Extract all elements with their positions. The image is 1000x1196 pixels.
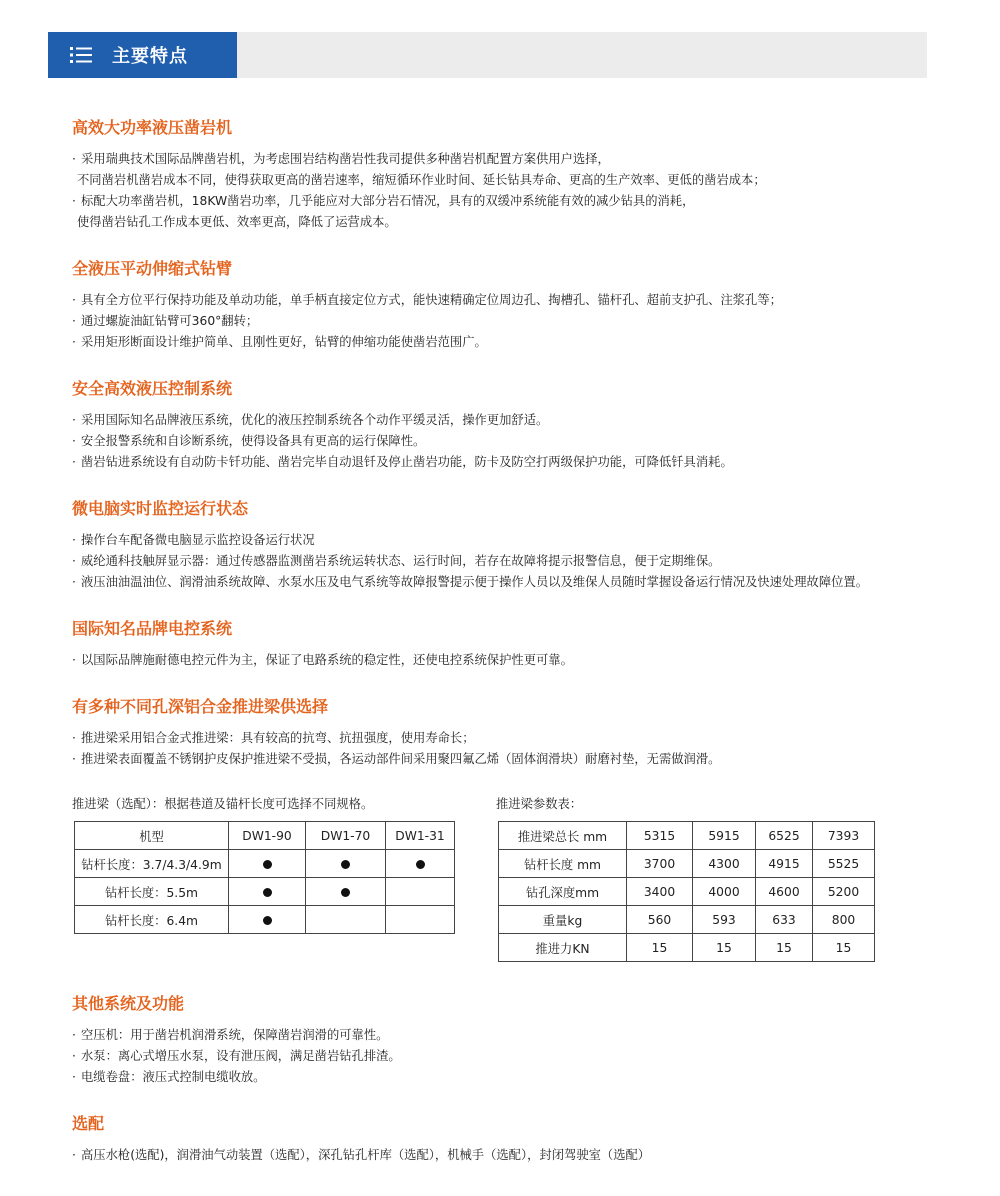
table-header-row	[75, 822, 455, 850]
bullet-marker: ·	[72, 314, 76, 328]
bullet-marker: ·	[72, 194, 76, 208]
row-label-cell: 钻杆长度：3.7/4.3/4.9m	[75, 850, 229, 878]
page-title: 主要特点	[112, 46, 188, 67]
bullet-marker: ·	[72, 293, 76, 307]
bullet-item	[72, 650, 972, 671]
row-label-cell: 钻孔深度mm	[499, 878, 627, 906]
section-title: 其他系统及功能	[72, 994, 185, 1013]
value-cell: 4915	[756, 850, 813, 878]
table-row	[499, 906, 875, 934]
value-cell: 3400	[627, 878, 693, 906]
bullet-text: 使得凿岩钻孔工作成本更低、效率更高，降低了运营成本。	[77, 215, 397, 229]
section-title: 全液压平动伸缩式钻臂	[72, 259, 233, 278]
bullet-item	[72, 530, 972, 551]
bullet-text: 电缆卷盘：液压式控制电缆收放。	[81, 1070, 266, 1084]
availability-cell	[229, 850, 306, 878]
bullet-text: 空压机：用于凿岩机润滑系统，保障凿岩润滑的可靠性。	[81, 1028, 389, 1042]
bullet-item	[72, 728, 972, 749]
value-cell: 6525	[756, 822, 813, 850]
bullet-marker: ·	[72, 455, 76, 469]
bullet-marker: ·	[72, 413, 76, 427]
bullet-text: 液压油油温油位、润滑油系统故障、水泵水压及电气系统等故障报警提示便于操作人员以及维保人员随时掌握设备运行情况及快速处理故障位置。	[81, 575, 869, 589]
bullet-continuation	[72, 170, 972, 191]
availability-cell	[306, 878, 386, 906]
availability-cell	[386, 906, 455, 934]
value-cell: 15	[813, 934, 875, 962]
table-row	[499, 934, 875, 962]
bullet-text: 以国际品牌施耐德电控元件为主，保证了电路系统的稳定性，还使电控系统保护性更可靠。	[81, 653, 573, 667]
value-cell: 560	[627, 906, 693, 934]
bullet-marker: ·	[72, 335, 76, 349]
row-label-cell: 推进力KN	[499, 934, 627, 962]
bullet-continuation	[72, 212, 972, 233]
section-title: 微电脑实时监控运行状态	[72, 499, 249, 518]
table-header-cell: 机型	[75, 822, 229, 850]
bullet-marker: ·	[72, 434, 76, 448]
bullet-text: 采用国际知名品牌液压系统，优化的液压控制系统各个动作平缓灵活，操作更加舒适。	[81, 413, 549, 427]
availability-cell	[306, 850, 386, 878]
feature-section	[72, 498, 972, 593]
bullet-marker: ·	[72, 1070, 76, 1084]
feature-section	[72, 993, 972, 1088]
bullet-item	[72, 1145, 972, 1166]
beam-table-caption: 推进梁（选配）：根据巷道及锚杆长度可选择不同规格。	[72, 797, 374, 811]
bullet-item	[72, 1046, 972, 1067]
value-cell: 4600	[756, 878, 813, 906]
bullet-text: 采用矩形断面设计维护简单、且刚性更好，钻臂的伸缩功能使凿岩范围广。	[81, 335, 487, 349]
bullet-item	[72, 749, 972, 770]
value-cell: 5200	[813, 878, 875, 906]
bullet-item	[72, 452, 972, 473]
feature-sections	[72, 117, 972, 770]
table-row	[75, 850, 455, 878]
filled-dot-icon	[416, 860, 425, 869]
section-title: 安全高效液压控制系统	[72, 379, 233, 398]
bullet-marker: ·	[72, 1148, 76, 1162]
bullet-marker: ·	[72, 1028, 76, 1042]
section-title: 国际知名品牌电控系统	[72, 619, 233, 638]
section-header-tab	[48, 32, 237, 78]
value-cell: 5315	[627, 822, 693, 850]
bullet-text: 水泵：离心式增压水泵，设有泄压阀，满足凿岩钻孔排渣。	[81, 1049, 401, 1063]
availability-cell	[306, 906, 386, 934]
bullet-marker: ·	[72, 575, 76, 589]
param-spec-table	[498, 821, 875, 962]
row-label-cell: 钻杆长度 mm	[499, 850, 627, 878]
feature-sections-after	[72, 993, 972, 1166]
filled-dot-icon	[341, 888, 350, 897]
bullet-text: 推进梁表面覆盖不锈钢护皮保护推进梁不受损，各运动部件间采用聚四氟乙烯（固体润滑块）耐磨衬垫，无需做润滑。	[81, 752, 721, 766]
table-row	[75, 906, 455, 934]
section-title: 高效大功率液压凿岩机	[72, 118, 233, 137]
table-header-cell: DW1-70	[306, 822, 386, 850]
row-label-cell: 钻杆长度：6.4m	[75, 906, 229, 934]
table-header-cell: DW1-31	[386, 822, 455, 850]
bullet-text: 高压水枪(选配)，润滑油气动装置（选配），深孔钻孔杆库（选配），机械手（选配），封闭驾驶室（选配）	[81, 1148, 651, 1162]
table-row	[499, 850, 875, 878]
availability-cell	[229, 878, 306, 906]
bullet-text: 威纶通科技触屏显示器：通过传感器监测凿岩系统运转状态、运行时间，若存在故障将提示报警信息，便于定期维保。	[81, 554, 721, 568]
feature-section	[72, 258, 972, 353]
bullet-text: 具有全方位平行保持功能及单动功能，单手柄直接定位方式，能快速精确定位周边孔、掏槽孔、锚杆孔、超前支护孔、注浆孔等；	[81, 293, 782, 307]
value-cell: 633	[756, 906, 813, 934]
bullet-text: 操作台车配备微电脑显示监控设备运行状况	[81, 533, 315, 547]
value-cell: 7393	[813, 822, 875, 850]
value-cell: 800	[813, 906, 875, 934]
bullet-marker: ·	[72, 752, 76, 766]
tables-area	[72, 795, 972, 981]
value-cell: 5525	[813, 850, 875, 878]
section-title: 选配	[72, 1114, 105, 1133]
bullet-marker: ·	[72, 533, 76, 547]
bullet-item	[72, 191, 972, 212]
filled-dot-icon	[263, 888, 272, 897]
bullet-marker: ·	[72, 731, 76, 745]
value-cell: 15	[693, 934, 756, 962]
main-content	[72, 117, 972, 1191]
bullet-marker: ·	[72, 554, 76, 568]
param-table-caption: 推进梁参数表：	[496, 797, 583, 811]
availability-cell	[229, 906, 306, 934]
feature-section	[72, 1113, 972, 1166]
value-cell: 3700	[627, 850, 693, 878]
bullet-marker: ·	[72, 653, 76, 667]
table-row	[499, 822, 875, 850]
value-cell: 4300	[693, 850, 756, 878]
row-label-cell: 推进梁总长 mm	[499, 822, 627, 850]
feature-section	[72, 117, 972, 233]
bullet-item	[72, 410, 972, 431]
bullet-text: 凿岩钻进系统设有自动防卡钎功能、凿岩完毕自动退钎及停止凿岩功能，防卡及防空打两级保护功能，可降低钎具消耗。	[81, 455, 733, 469]
bullet-item	[72, 551, 972, 572]
availability-cell	[386, 850, 455, 878]
bullet-text: 采用瑞典技术国际品牌凿岩机，为考虑围岩结构凿岩性我司提供多种凿岩机配置方案供用户选择，	[81, 152, 610, 166]
bullet-item	[72, 1067, 972, 1088]
value-cell: 593	[693, 906, 756, 934]
bullet-item	[72, 431, 972, 452]
bullet-item	[72, 311, 972, 332]
bullet-text: 通过螺旋油缸钻臂可360°翻转；	[81, 314, 259, 328]
row-label-cell: 重量kg	[499, 906, 627, 934]
bullet-text: 标配大功率凿岩机，18KW凿岩功率，几乎能应对大部分岩石情况，具有的双缓冲系统能有效的减少钻具的消耗，	[81, 194, 695, 208]
list-icon	[70, 46, 92, 64]
filled-dot-icon	[341, 860, 350, 869]
value-cell: 15	[627, 934, 693, 962]
row-label-cell: 钻杆长度：5.5m	[75, 878, 229, 906]
availability-cell	[386, 878, 455, 906]
value-cell: 4000	[693, 878, 756, 906]
bullet-text: 不同凿岩机凿岩成本不同，使得获取更高的凿岩速率，缩短循环作业时间、延长钻具寿命、更高的生产效率、更低的凿岩成本；	[77, 173, 766, 187]
bullet-item	[72, 149, 972, 170]
value-cell: 15	[756, 934, 813, 962]
bullet-text: 推进梁采用铝合金式推进梁：具有较高的抗弯、抗扭强度，使用寿命长；	[81, 731, 475, 745]
table-row	[499, 878, 875, 906]
filled-dot-icon	[263, 916, 272, 925]
bullet-marker: ·	[72, 1049, 76, 1063]
bullet-item	[72, 1025, 972, 1046]
bullet-item	[72, 332, 972, 353]
feature-section	[72, 378, 972, 473]
table-header-cell: DW1-90	[229, 822, 306, 850]
table-row	[75, 878, 455, 906]
bullet-item	[72, 572, 972, 593]
section-title: 有多种不同孔深铝合金推进梁供选择	[72, 697, 329, 716]
feature-section	[72, 696, 972, 770]
beam-spec-table	[74, 821, 455, 934]
bullet-marker: ·	[72, 152, 76, 166]
feature-section	[72, 618, 972, 671]
bullet-item	[72, 290, 972, 311]
filled-dot-icon	[263, 860, 272, 869]
bullet-text: 安全报警系统和自诊断系统，使得设备具有更高的运行保障性。	[81, 434, 426, 448]
value-cell: 5915	[693, 822, 756, 850]
